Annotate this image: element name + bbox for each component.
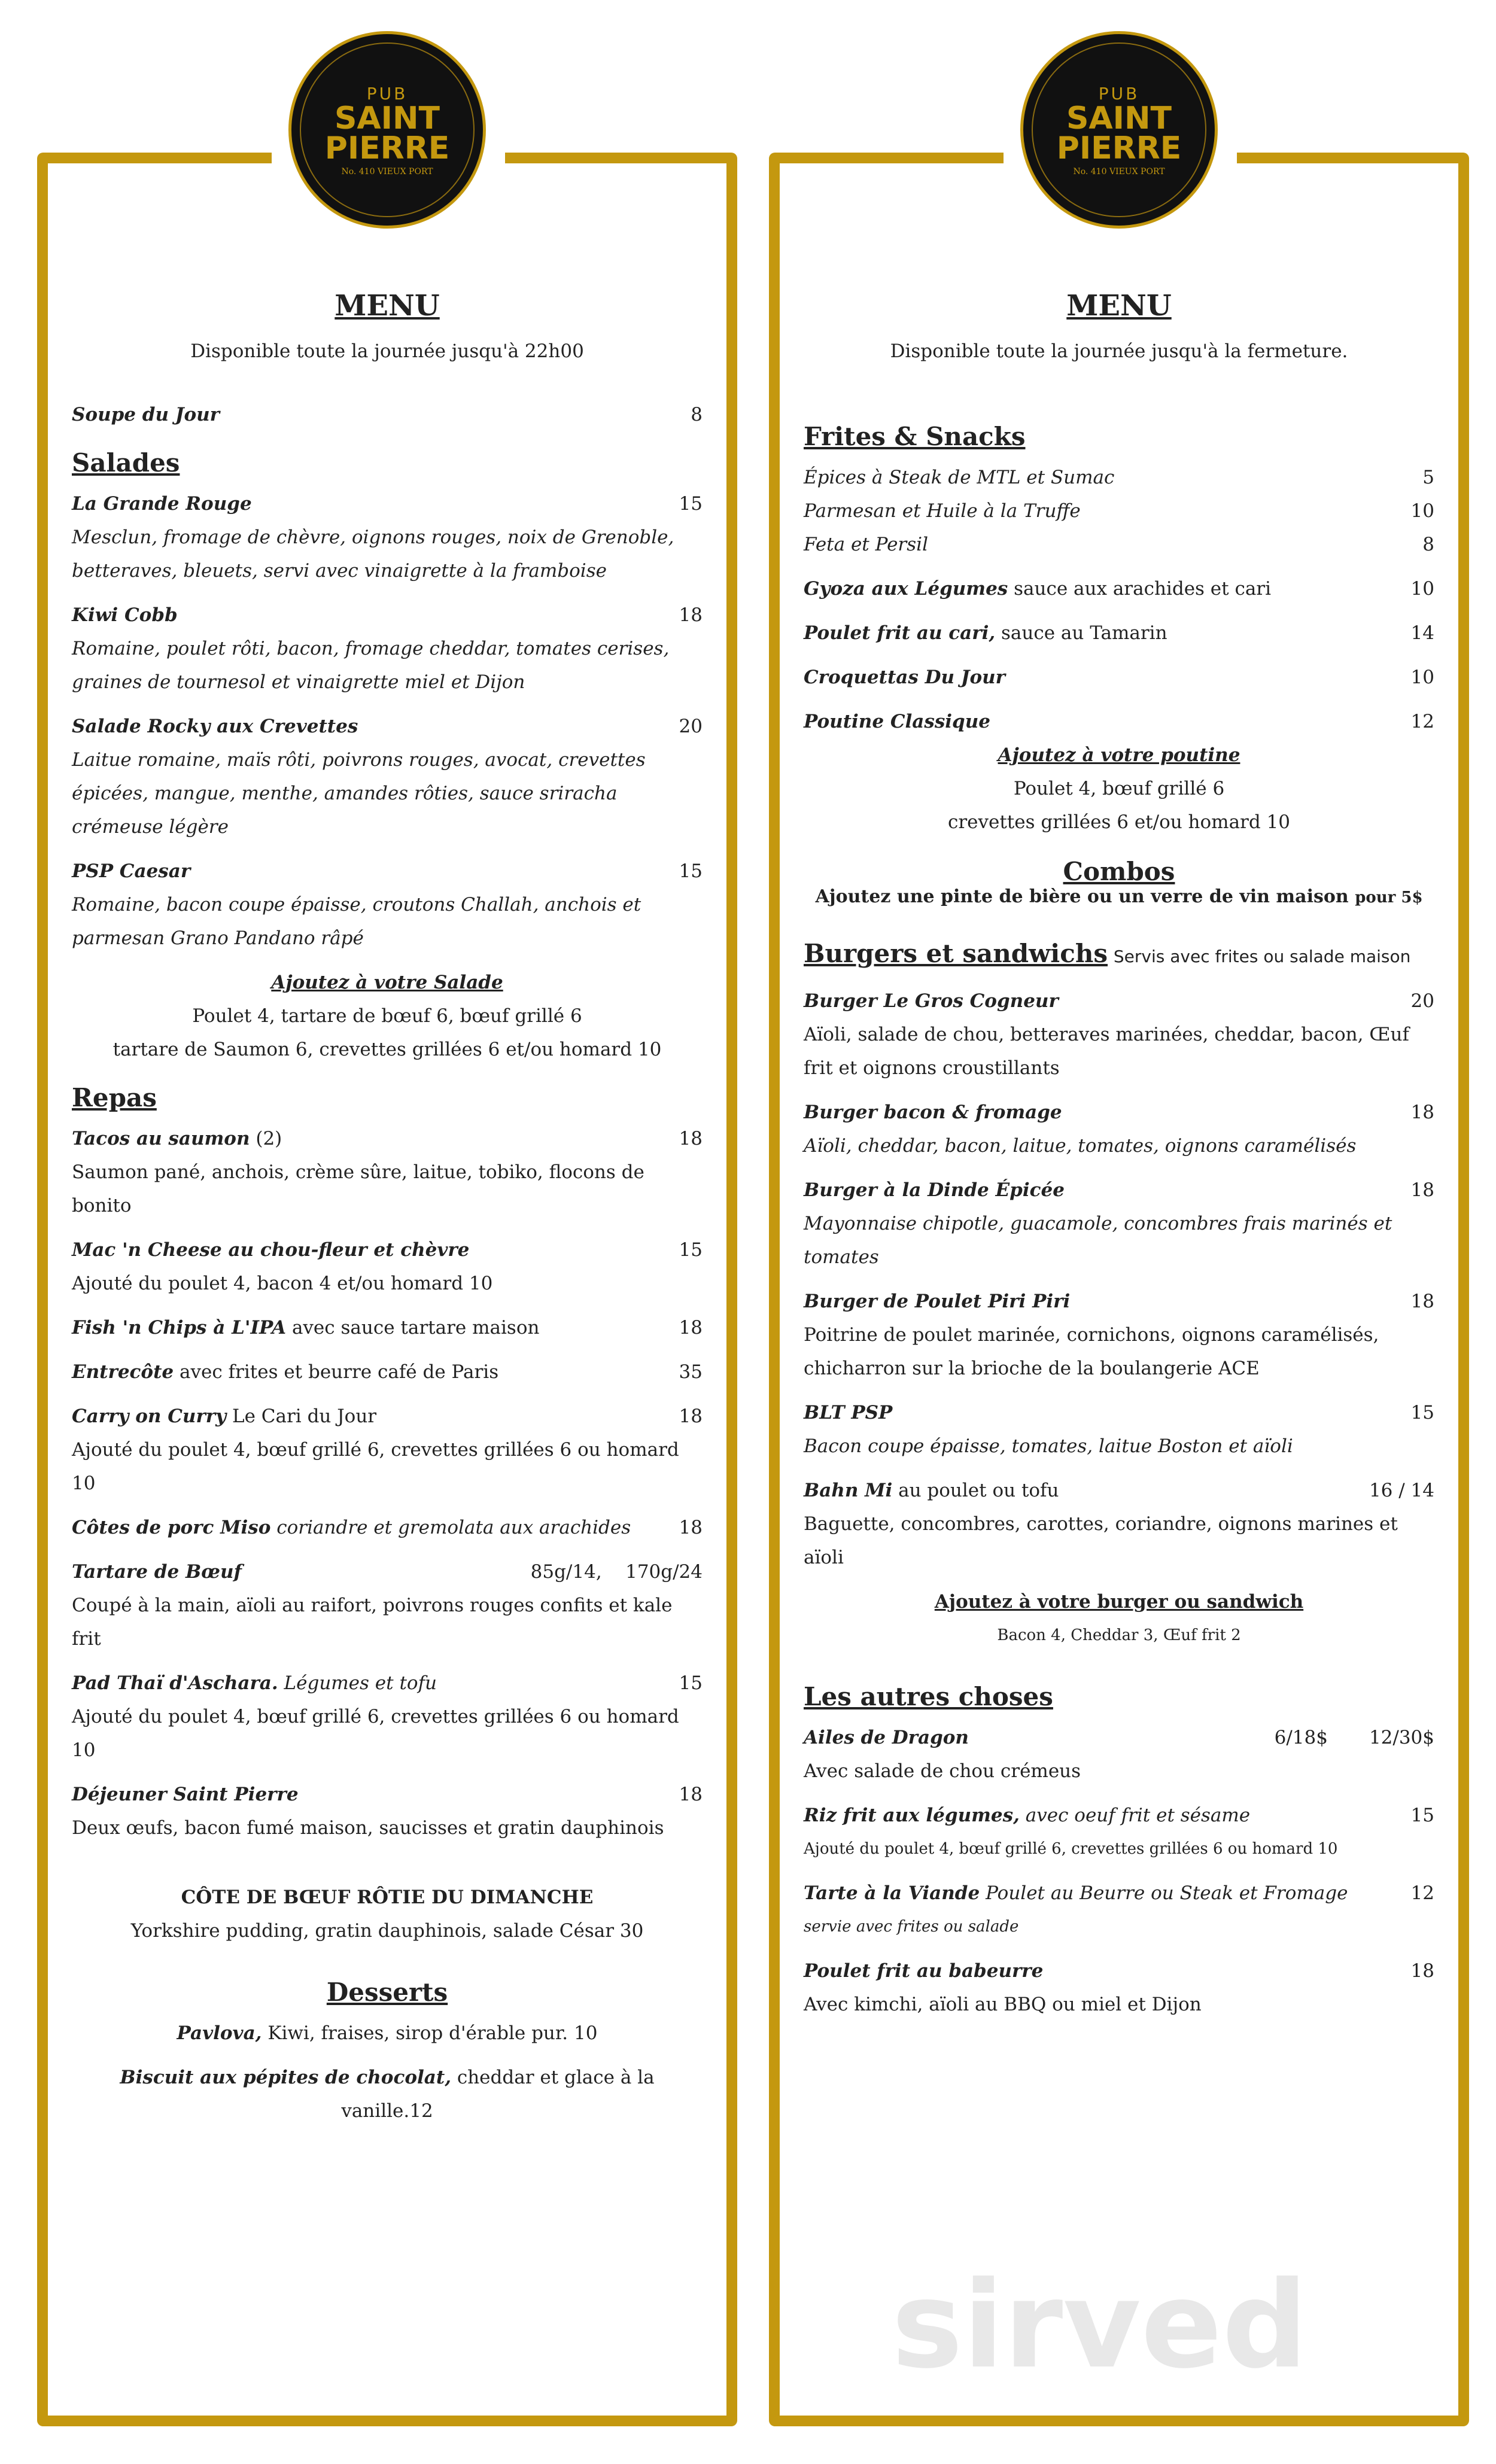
availability-text: Disponible toute la journée jusqu'à la fermeture. bbox=[890, 340, 1348, 362]
availability-text: Disponible toute la journée jusqu'à 22h00 bbox=[190, 340, 584, 362]
item-name: Tacos au saumon bbox=[72, 1128, 250, 1149]
item-desc: Ajouté du poulet 4, bœuf grillé 6, crevettes grillées 6 ou homard 10 bbox=[72, 1439, 679, 1494]
item-desc: Laitue romaine, maïs rôti, poivrons rouges, avocat, crevettes épicées, mangue, menthe, amandes rôties, sauce sriracha crémeuse légère bbox=[72, 749, 646, 838]
menu-item bbox=[72, 1122, 703, 1222]
logo-name-1: SAINT bbox=[334, 100, 440, 136]
section-title-burgers: Burgers et sandwichs bbox=[804, 939, 1108, 968]
menu-item bbox=[804, 1096, 1434, 1163]
item-desc: Bacon coupe épaisse, tomates, laitue Boston et aïoli bbox=[804, 1435, 1293, 1457]
item-price: 18 bbox=[679, 1128, 703, 1149]
menu-item bbox=[72, 1555, 703, 1656]
item-desc: Deux œufs, bacon fumé maison, saucisses et gratin dauphinois bbox=[72, 1817, 664, 1839]
item-name: Mac 'n Cheese au chou-fleur et chèvre bbox=[72, 1239, 470, 1261]
item-price: 8 bbox=[1422, 534, 1434, 555]
menu-title: MENU bbox=[1066, 289, 1172, 323]
section-title-salades: Salades bbox=[72, 448, 180, 477]
item-desc: Ajouté du poulet 4, bacon 4 et/ou homard 10 bbox=[72, 1273, 493, 1294]
item-price: 18 bbox=[1410, 1102, 1434, 1123]
item-name: Gyoza aux Légumes bbox=[804, 578, 1008, 600]
logo-pub: PUB bbox=[1098, 83, 1140, 104]
additions-line: crevettes grillées 6 et/ou homard 10 bbox=[947, 811, 1291, 833]
item-name: Tarte à la Viande bbox=[804, 1882, 980, 1904]
item-name: BLT PSP bbox=[804, 1402, 893, 1423]
item-price: 10 bbox=[1410, 578, 1434, 600]
poutine-additions bbox=[804, 738, 1434, 839]
item-name: Pad Thaï d'Aschara. bbox=[72, 1672, 278, 1694]
dessert-item bbox=[72, 2061, 703, 2128]
menu-item bbox=[804, 461, 1434, 494]
item-name: Biscuit aux pépites de chocolat, bbox=[120, 2067, 451, 2088]
item-extra: coriandre et gremolata aux arachides bbox=[276, 1517, 631, 1538]
burgers-subtitle: Servis avec frites ou salade maison bbox=[1113, 947, 1411, 966]
menu-item bbox=[804, 1474, 1434, 1574]
item-desc: Mayonnaise chipotle, guacamole, concombres frais marinés et tomates bbox=[804, 1213, 1392, 1268]
item-extra: Légumes et tofu bbox=[284, 1672, 437, 1694]
item-price: 15 bbox=[679, 1672, 703, 1694]
item-price: 18 bbox=[1410, 1291, 1434, 1312]
item-desc: Avec salade de chou crémeus bbox=[804, 1760, 1081, 1782]
logo-ring bbox=[1032, 42, 1206, 217]
item-price: 18 bbox=[1410, 1960, 1434, 1982]
item-extra: Poulet au Beurre ou Steak et Fromage bbox=[986, 1882, 1348, 1904]
item-price: 18 bbox=[679, 1784, 703, 1805]
item-price: 12 bbox=[1410, 711, 1434, 732]
menu-item bbox=[72, 1355, 703, 1389]
menu-item bbox=[804, 1396, 1434, 1463]
item-name: Burger Le Gros Cogneur bbox=[804, 990, 1059, 1012]
logo-sub: No. 410 VIEUX PORT bbox=[1073, 166, 1165, 177]
item-name: Poutine Classique bbox=[804, 711, 990, 732]
item-extra: sauce au Tamarin bbox=[1001, 622, 1167, 644]
logo-pub: PUB bbox=[366, 83, 408, 104]
item-price: 16 / 14 bbox=[1369, 1480, 1434, 1501]
item-desc: Baguette, concombres, carottes, coriandre, oignons marines et aïoli bbox=[804, 1513, 1398, 1568]
pub-logo bbox=[288, 31, 486, 229]
section-title-repas: Repas bbox=[72, 1083, 157, 1112]
menu-item bbox=[804, 1173, 1434, 1274]
item-name: Burger bacon & fromage bbox=[804, 1102, 1062, 1123]
menu-item bbox=[804, 1799, 1434, 1866]
burgers-header bbox=[804, 937, 1434, 974]
item-name: Kiwi Cobb bbox=[72, 604, 178, 626]
menu-item bbox=[72, 598, 703, 699]
section-title-frites: Frites & Snacks bbox=[804, 422, 1026, 451]
menu-item bbox=[804, 1954, 1434, 2021]
item-name: Côtes de porc Miso bbox=[72, 1517, 271, 1538]
additions-line: tartare de Saumon 6, crevettes grillées 6 et/ou homard 10 bbox=[112, 1039, 662, 1060]
sunday-special bbox=[72, 1881, 703, 1948]
item-name: La Grande Rouge bbox=[72, 493, 252, 515]
item-desc: Romaine, bacon coupe épaisse, croutons Challah, anchois et parmesan Grano Pandano râpé bbox=[72, 894, 641, 949]
menu-title: MENU bbox=[335, 289, 440, 323]
menu-item bbox=[804, 528, 1434, 561]
item-name: Déjeuner Saint Pierre bbox=[72, 1784, 299, 1805]
item-extra: sauce aux arachides et cari bbox=[1014, 578, 1272, 600]
menu-item bbox=[804, 572, 1434, 606]
item-name: Fish 'n Chips à L'IPA bbox=[72, 1317, 287, 1339]
item-desc: Kiwi, fraises, sirop d'érable pur. 10 bbox=[267, 2022, 598, 2044]
item-price: 8 bbox=[691, 404, 703, 425]
item-extra: avec frites et beurre café de Paris bbox=[180, 1361, 499, 1383]
menu-item bbox=[72, 710, 703, 844]
item-desc: Mesclun, fromage de chèvre, oignons rouges, noix de Grenoble, betteraves, bleuets, servi avec vinaigrette à la framboise bbox=[72, 527, 674, 582]
item-name: Feta et Persil bbox=[804, 534, 928, 555]
item-desc: Saumon pané, anchois, crème sûre, laitue, tobiko, flocons de bonito bbox=[72, 1161, 644, 1216]
item-price: 18 bbox=[679, 604, 703, 626]
sunday-title: CÔTE DE BŒUF RÔTIE DU DIMANCHE bbox=[181, 1887, 594, 1908]
logo-name-1: SAINT bbox=[1066, 100, 1172, 136]
menu-item bbox=[72, 1311, 703, 1344]
item-extra: avec sauce tartare maison bbox=[291, 1317, 540, 1339]
menu-item bbox=[804, 1285, 1434, 1385]
item-price: 20 bbox=[1410, 990, 1434, 1012]
item-price: 14 bbox=[1410, 622, 1434, 644]
item-name: PSP Caesar bbox=[72, 860, 191, 882]
item-desc: servie avec frites ou salade bbox=[804, 1918, 1019, 1936]
item-desc: Poitrine de poulet marinée, cornichons, oignons caramélisés, chicharron sur la brioche de la boulangerie ACE bbox=[804, 1324, 1379, 1379]
item-name: Soupe du Jour bbox=[72, 404, 220, 425]
item-price: 35 bbox=[679, 1361, 703, 1383]
menu-item bbox=[804, 616, 1434, 650]
item-desc: Aïoli, cheddar, bacon, laitue, tomates, oignons caramélisés bbox=[804, 1135, 1357, 1157]
item-name: Parmesan et Huile à la Truffe bbox=[804, 500, 1081, 522]
menu-item bbox=[72, 487, 703, 588]
additions-title: Ajoutez à votre burger ou sandwich bbox=[934, 1591, 1304, 1613]
item-price: 20 bbox=[679, 716, 703, 737]
item-price: 85g/14, 170g/24 bbox=[530, 1561, 703, 1583]
item-name: Poulet frit au babeurre bbox=[804, 1960, 1044, 1982]
additions-line: Poulet 4, tartare de bœuf 6, bœuf grillé 6 bbox=[192, 1005, 582, 1027]
item-price: 15 bbox=[679, 860, 703, 882]
section-title-desserts: Desserts bbox=[326, 1978, 448, 2007]
menu-panel-right bbox=[769, 153, 1469, 2426]
item-name: Burger à la Dinde Épicée bbox=[804, 1179, 1065, 1201]
item-price: 18 bbox=[1410, 1179, 1434, 1201]
item-name: Entrecôte bbox=[72, 1361, 174, 1383]
logo-sub: No. 410 VIEUX PORT bbox=[341, 166, 433, 177]
item-name: Ailes de Dragon bbox=[804, 1727, 969, 1748]
section-title-autres: Les autres choses bbox=[804, 1682, 1053, 1711]
salade-additions bbox=[72, 966, 703, 1066]
item-desc: Ajouté du poulet 4, bœuf grillé 6, crevettes grillées 6 ou homard 10 bbox=[72, 1706, 679, 1761]
sunday-desc: Yorkshire pudding, gratin dauphinois, salade César 30 bbox=[130, 1920, 644, 1942]
item-price: 15 bbox=[679, 1239, 703, 1261]
item-price: 18 bbox=[679, 1317, 703, 1339]
menu-item bbox=[804, 1876, 1434, 1943]
item-name: Salade Rocky aux Crevettes bbox=[72, 716, 358, 737]
item-name: Riz frit aux légumes, bbox=[804, 1805, 1020, 1826]
menu-item bbox=[72, 1666, 703, 1767]
item-price: 15 bbox=[679, 493, 703, 515]
item-desc: Romaine, poulet rôti, bacon, fromage cheddar, tomates cerises, graines de tournesol et vinaigrette miel et Dijon bbox=[72, 638, 670, 693]
additions-title: Ajoutez à votre Salade bbox=[271, 972, 503, 993]
logo-name-2: PIERRE bbox=[1056, 130, 1182, 166]
combos-title: Combos bbox=[1063, 857, 1175, 886]
item-price: 10 bbox=[1410, 667, 1434, 688]
item-price: 12 bbox=[1410, 1882, 1434, 1904]
dessert-item bbox=[72, 2016, 703, 2050]
item-name: Croquettas Du Jour bbox=[804, 667, 1006, 688]
burger-additions bbox=[804, 1585, 1434, 1652]
menu-item bbox=[72, 1778, 703, 1845]
menu-item bbox=[72, 1233, 703, 1300]
menu-item bbox=[804, 661, 1434, 694]
menu-item-soupe bbox=[72, 398, 703, 431]
item-name: Poulet frit au cari, bbox=[804, 622, 996, 644]
item-desc: Avec kimchi, aïoli au BBQ ou miel et Dijon bbox=[804, 1994, 1202, 2015]
additions-line: Bacon 4, Cheddar 3, Œuf frit 2 bbox=[997, 1626, 1241, 1644]
combos-price: pour 5$ bbox=[1355, 889, 1423, 906]
item-price: 18 bbox=[679, 1406, 703, 1427]
menu-panel-left bbox=[37, 153, 737, 2426]
item-price: 5 bbox=[1422, 467, 1434, 488]
menu-item bbox=[804, 1721, 1434, 1788]
item-name: Épices à Steak de MTL et Sumac bbox=[804, 467, 1115, 488]
item-name: Bahn Mi bbox=[804, 1480, 893, 1501]
item-extra: (2) bbox=[256, 1128, 282, 1149]
item-extra: au poulet ou tofu bbox=[898, 1480, 1059, 1501]
item-desc: Coupé à la main, aïoli au raifort, poivrons rouges confits et kale frit bbox=[72, 1595, 673, 1650]
item-price: 15 bbox=[1410, 1805, 1434, 1826]
menu-item bbox=[72, 1511, 703, 1544]
menu-item bbox=[72, 1400, 703, 1500]
item-name: Tartare de Bœuf bbox=[72, 1561, 242, 1583]
pub-logo bbox=[1020, 31, 1218, 229]
item-name: Burger de Poulet Piri Piri bbox=[804, 1291, 1071, 1312]
item-extra: Le Cari du Jour bbox=[232, 1406, 377, 1427]
item-price: 6/18$ 12/30$ bbox=[1274, 1727, 1434, 1748]
menu-item bbox=[804, 494, 1434, 528]
item-extra: avec oeuf frit et sésame bbox=[1025, 1805, 1251, 1826]
item-desc: cheddar et glace à la vanille.12 bbox=[341, 2067, 655, 2122]
item-desc: Ajouté du poulet 4, bœuf grillé 6, crevettes grillées 6 ou homard 10 bbox=[804, 1840, 1338, 1858]
combos-text: Ajoutez une pinte de bière ou un verre de vin maison bbox=[815, 886, 1349, 907]
item-price: 15 bbox=[1410, 1402, 1434, 1423]
logo-ring bbox=[300, 42, 475, 217]
menu-item bbox=[72, 854, 703, 955]
menu-item bbox=[804, 705, 1434, 738]
item-desc: Aïoli, salade de chou, betteraves marinées, cheddar, bacon, Œuf frit et oignons croustillants bbox=[804, 1024, 1409, 1079]
additions-title: Ajoutez à votre poutine bbox=[998, 744, 1240, 766]
combos-desc bbox=[804, 886, 1434, 907]
item-name: Carry on Curry bbox=[72, 1406, 227, 1427]
additions-line: Poulet 4, bœuf grillé 6 bbox=[1013, 778, 1225, 799]
item-name: Pavlova, bbox=[177, 2022, 262, 2044]
logo-name-2: PIERRE bbox=[324, 130, 450, 166]
menu-item bbox=[804, 984, 1434, 1085]
item-price: 10 bbox=[1410, 500, 1434, 522]
item-price: 18 bbox=[679, 1517, 703, 1538]
watermark: sirved bbox=[892, 2256, 1308, 2395]
